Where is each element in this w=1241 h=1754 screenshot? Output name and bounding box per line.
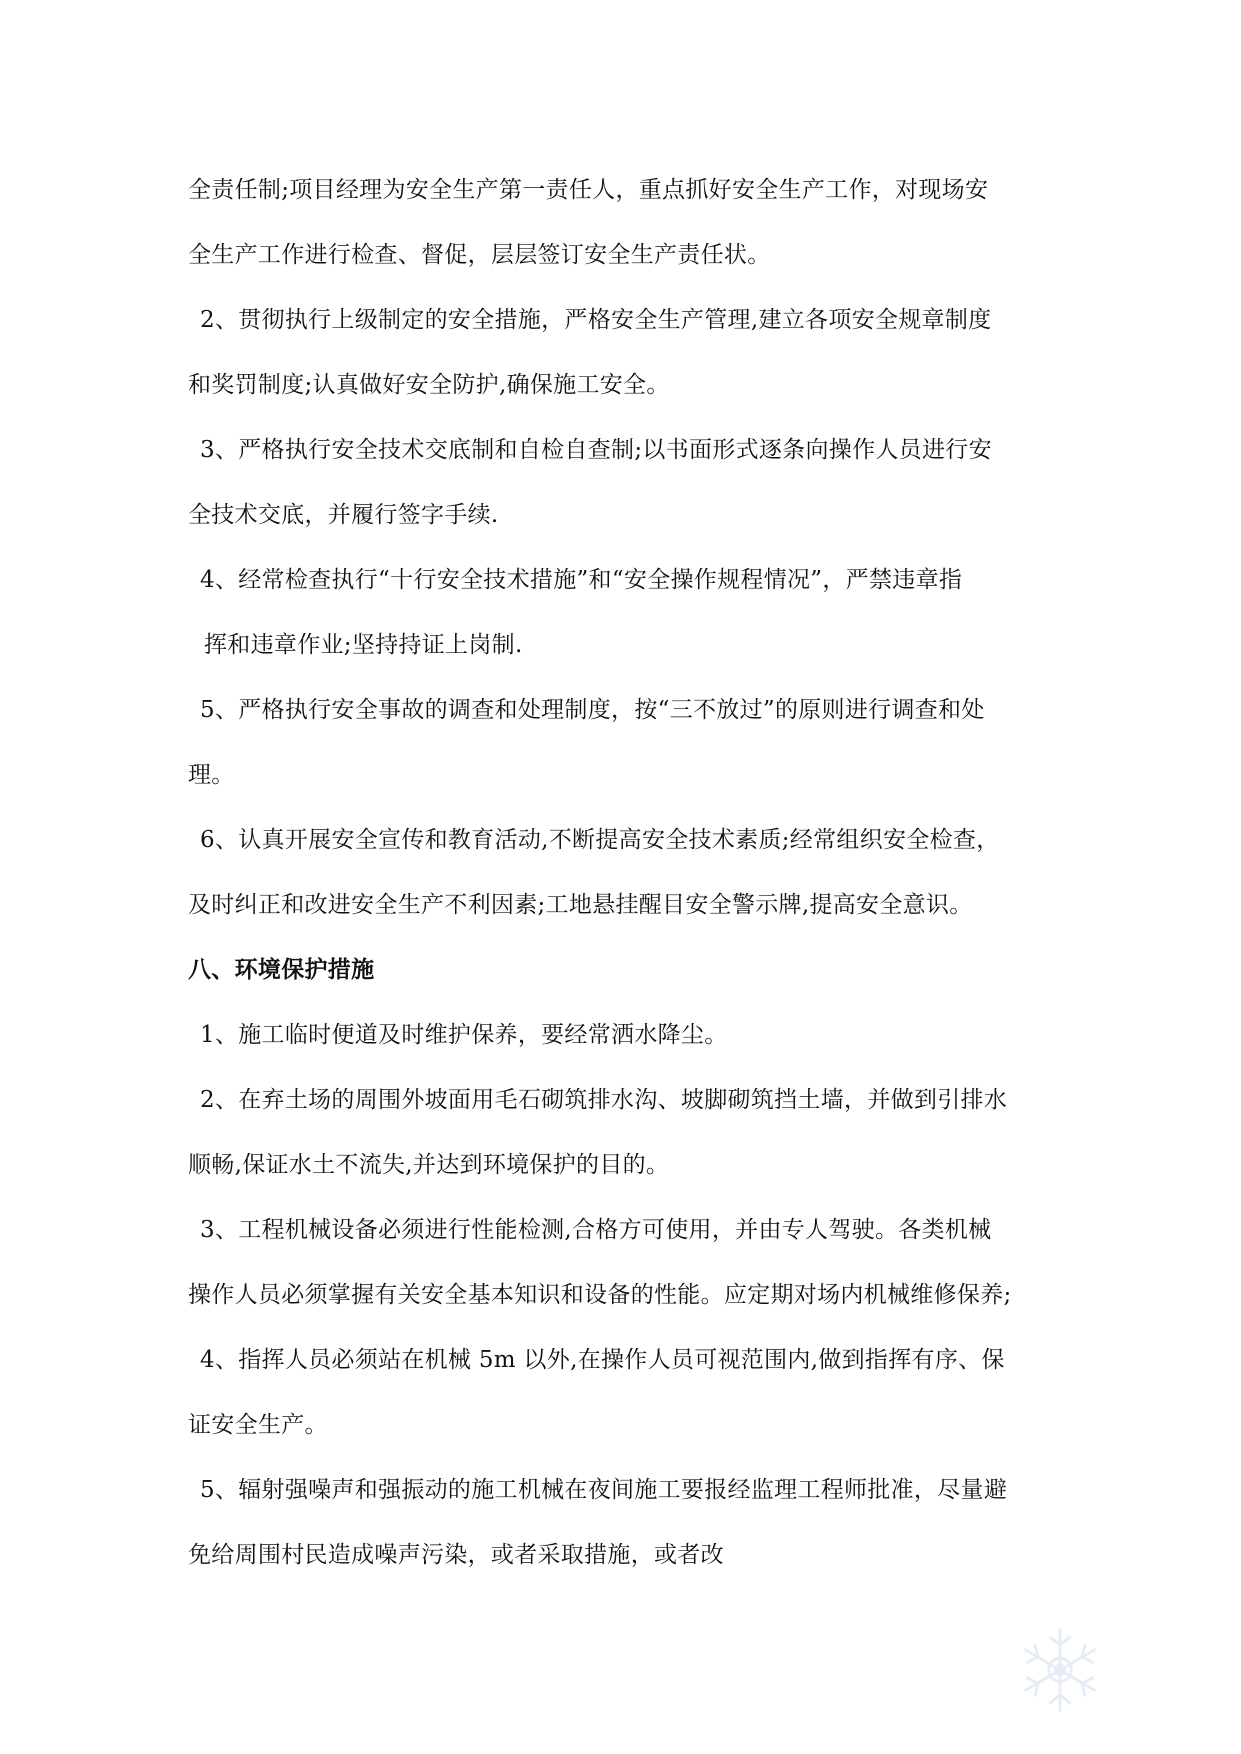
text-line: 和奖罚制度;认真做好安全防护,确保施工安全。 xyxy=(188,372,670,398)
list-item: 3、严格执行安全技术交底制和自检自查制;以书面形式逐条向操作人员进行安 xyxy=(200,437,992,463)
text-line: 及时纠正和改进安全生产不利因素;工地悬挂醒目安全警示牌,提高安全意识。 xyxy=(188,892,973,918)
text-line: 挥和违章作业;坚持持证上岗制. xyxy=(204,632,523,658)
list-item: 4、指挥人员必须站在机械 5m 以外,在操作人员可视范围内,做到指挥有序、保 xyxy=(200,1347,1005,1373)
text-line: 全责任制;项目经理为安全生产第一责任人，重点抓好安全生产工作，对现场安 xyxy=(188,177,989,203)
list-item: 2、贯彻执行上级制定的安全措施，严格安全生产管理,建立各项安全规章制度 xyxy=(200,307,992,333)
text-line: 全生产工作进行检查、督促，层层签订安全生产责任状。 xyxy=(188,242,771,268)
text-line: 证安全生产。 xyxy=(188,1412,328,1438)
text-line: 操作人员必须掌握有关安全基本知识和设备的性能。应定期对场内机械维修保养; xyxy=(188,1282,1012,1308)
list-item: 1、施工临时便道及时维护保养，要经常洒水降尘。 xyxy=(200,1022,728,1048)
list-item: 5、严格执行安全事故的调查和处理制度，按“三不放过”的原则进行调查和处 xyxy=(200,697,985,723)
text-line: 理。 xyxy=(188,762,235,788)
text-line: 免给周围村民造成噪声污染，或者采取措施，或者改 xyxy=(188,1542,724,1568)
list-item: 3、工程机械设备必须进行性能检测,合格方可使用，并由专人驾驶。各类机械 xyxy=(200,1217,992,1243)
document-body xyxy=(188,158,1058,1588)
list-item: 2、在弃土场的周围外坡面用毛石砌筑排水沟、坡脚砌筑挡土墙，并做到引排水 xyxy=(200,1087,1008,1113)
section-heading: 八、环境保护措施 xyxy=(188,957,375,983)
text-line: 全技术交底，并履行签字手续. xyxy=(188,502,499,528)
list-item: 5、辐射强噪声和强振动的施工机械在夜间施工要报经监理工程师批准，尽量避 xyxy=(200,1477,1008,1503)
list-item: 6、认真开展安全宣传和教育活动,不断提高安全技术素质;经常组织安全检查， xyxy=(200,827,1000,853)
snowflake-icon xyxy=(1012,1622,1108,1718)
list-item: 4、经常检查执行“十行安全技术措施”和“安全操作规程情况”，严禁违章指 xyxy=(200,567,963,593)
text-line: 顺畅,保证水土不流失,并达到环境保护的目的。 xyxy=(188,1152,670,1178)
